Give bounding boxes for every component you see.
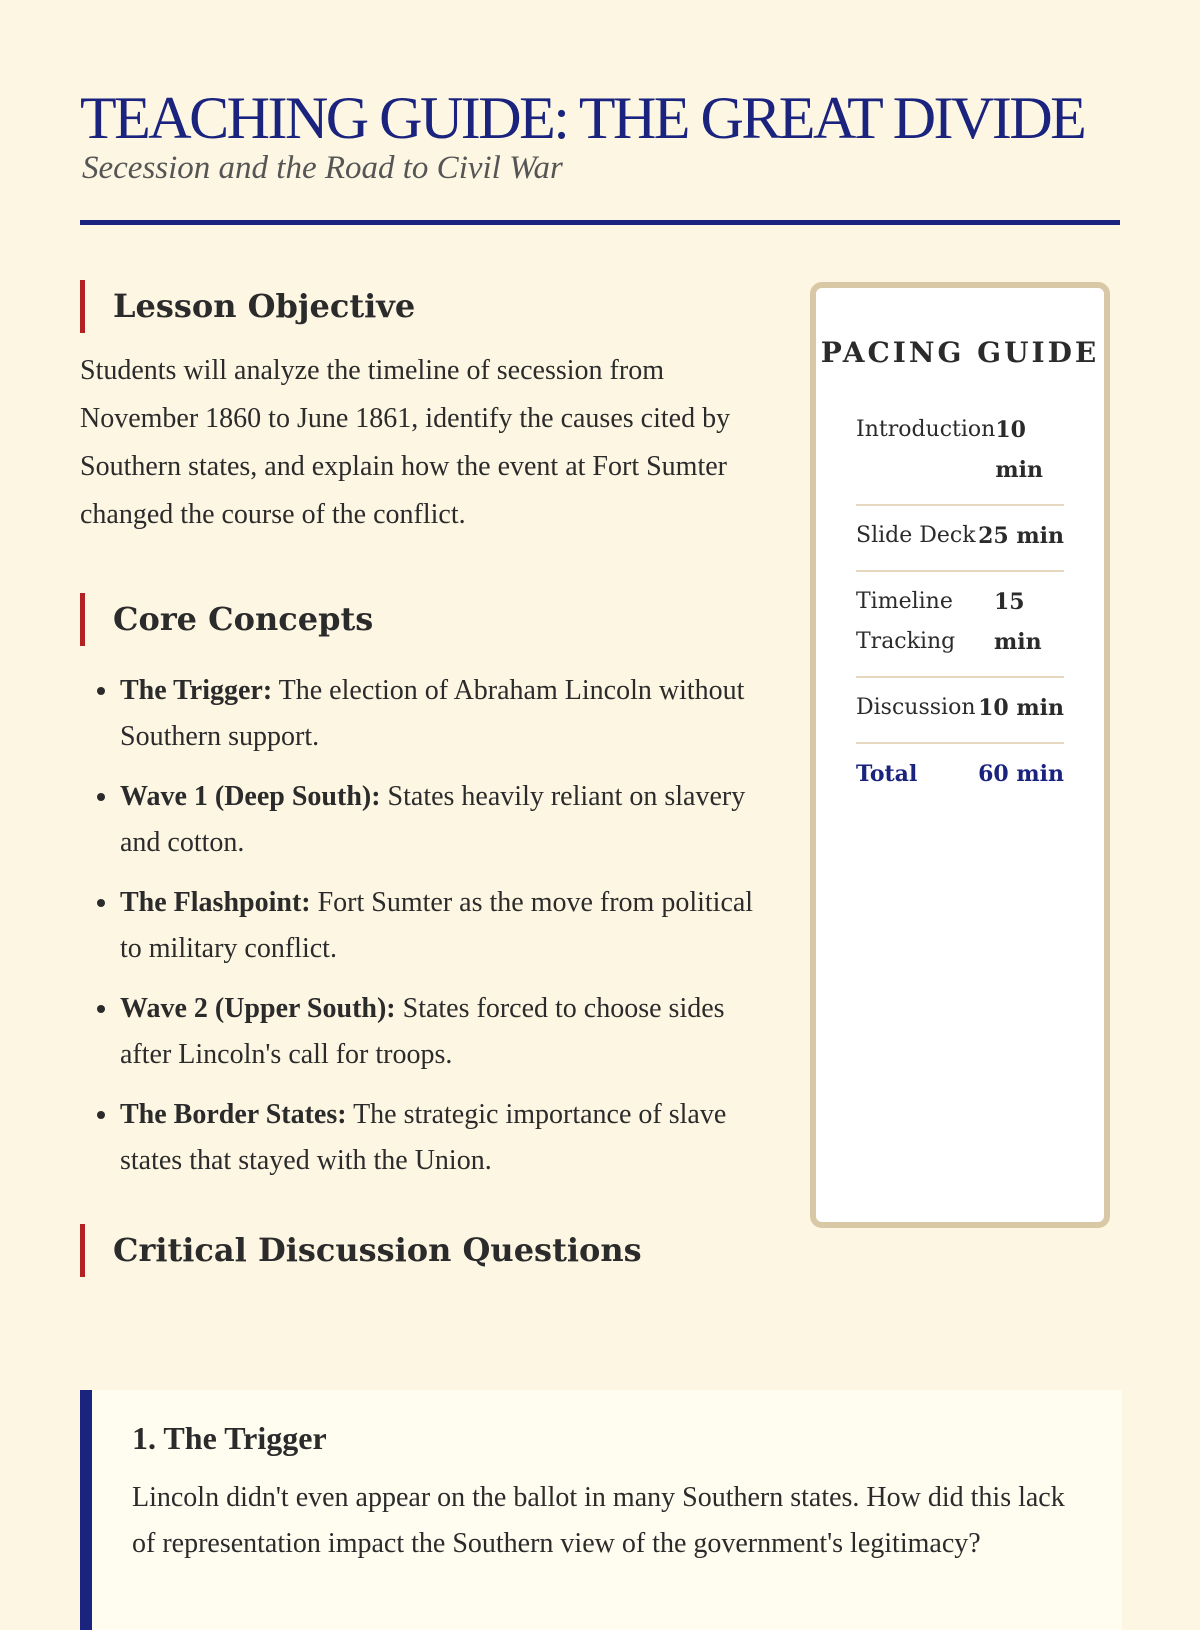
objective-heading: Lesson Objective — [80, 280, 760, 333]
page-subtitle: Secession and the Road to Civil War — [82, 150, 563, 186]
pacing-guide-card — [810, 282, 1110, 1228]
pacing-total: Total 60 min — [856, 761, 1064, 787]
objective-text: Students will analyze the timeline of secession from November 1860 to June 1861, identify the causes cited by Southern states, and explain how the event at Fort Sumter changed the course of the conflict. — [80, 355, 731, 530]
concepts-list — [80, 668, 760, 1184]
question-title: 1. The Trigger — [132, 1420, 327, 1456]
question-card — [80, 1390, 1122, 1630]
list-item: • Wave 2 (Upper South): States forced to choose sides after Lincoln's call for troops. — [120, 986, 760, 1078]
question-text: Lincoln didn't even appear on the ballot in many Southern states. How did this lack of representation impact the Southern view of the government's legitimacy? — [132, 1482, 1065, 1559]
pacing-row: Timeline Tracking 15 min — [856, 572, 1064, 678]
pacing-row: Introduction 10 min — [856, 400, 1064, 506]
main-column — [80, 280, 760, 1277]
pacing-row: Discussion 10 min — [856, 678, 1064, 744]
questions-heading: Critical Discussion Questions — [80, 1224, 760, 1277]
list-item: • Wave 1 (Deep South): States heavily reliant on slavery and cotton. — [120, 774, 760, 866]
list-item: • The Border States: The strategic importance of slave states that stayed with the Union. — [120, 1092, 760, 1184]
pacing-row: Slide Deck 25 min — [856, 506, 1064, 572]
concepts-heading: Core Concepts — [80, 593, 760, 646]
pacing-heading: PACING GUIDE — [820, 336, 1100, 369]
list-item: • The Flashpoint: Fort Sumter as the move from political to military conflict. — [120, 880, 760, 972]
page-title: TEACHING GUIDE: THE GREAT DIVIDE — [80, 85, 1085, 151]
header-divider — [80, 220, 1120, 225]
list-item: • The Trigger: The election of Abraham Lincoln without Southern support. — [120, 668, 760, 760]
